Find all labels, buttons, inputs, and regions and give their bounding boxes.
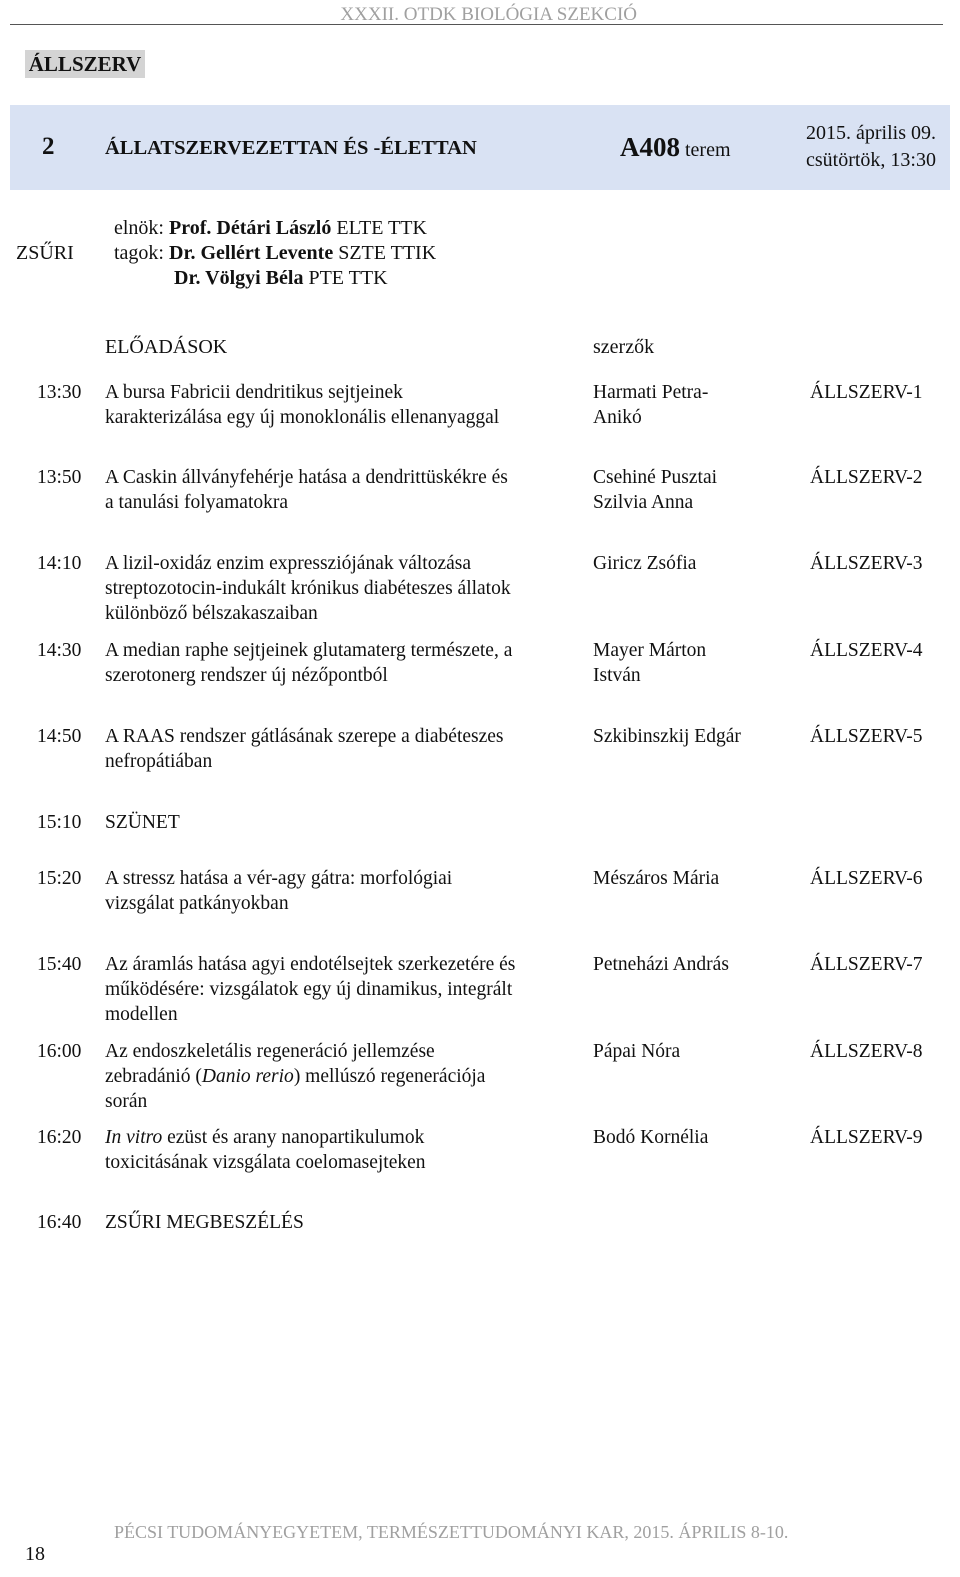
talk-title-line: során	[105, 1091, 148, 1112]
talk-title	[105, 952, 580, 1027]
section-tag: ÁLLSZERV	[25, 50, 145, 78]
jury-chair-name: Prof. Détári László	[169, 217, 332, 239]
talk-code: ÁLLSZERV-5	[810, 726, 923, 747]
talk-author-line: Szkibinszkij Edgár	[593, 726, 741, 747]
talk-time: 16:40	[37, 1212, 82, 1233]
session-date	[760, 120, 936, 174]
talk-title-line: A RAAS rendszer gátlásának szerepe a diabéteszes	[105, 726, 504, 747]
talk-title-line: modellen	[105, 1004, 178, 1025]
talk-author-line: Mayer Márton	[593, 640, 707, 661]
jury-member-2-name: Dr. Völgyi Béla	[174, 267, 304, 289]
talk-author	[593, 724, 793, 749]
talk-title-line: A stressz hatása a vér-agy gátra: morfológiai	[105, 868, 453, 889]
talk-code: ÁLLSZERV-4	[810, 640, 923, 661]
talks-column-header: ELŐADÁSOK	[105, 336, 228, 358]
room-code: A408	[620, 132, 680, 162]
talk-title	[105, 810, 580, 835]
talk-code: ÁLLSZERV-1	[810, 382, 923, 403]
talk-author-line: Anikó	[593, 407, 642, 428]
talk-title-line: A bursa Fabricii dendritikus sejtjeinek	[105, 382, 403, 403]
talk-title	[105, 465, 580, 515]
footer-text: PÉCSI TUDOMÁNYEGYETEM, TERMÉSZETTUDOMÁNYI KAR, 2015. ÁPRILIS 8-10.	[114, 1522, 789, 1542]
talk-title	[105, 551, 580, 626]
jury-member-1-institution: SZTE TTIK	[338, 242, 437, 264]
talk-time: 14:30	[37, 640, 82, 661]
talk-time: 15:20	[37, 868, 82, 889]
talk-title-line: A Caskin állványfehérje hatása a dendrittüskékre és	[105, 467, 508, 488]
room-word: terem	[685, 139, 731, 161]
talk-title-line: Az endoszkeletális regeneráció jellemzése	[105, 1041, 435, 1062]
talk-author-line: Pápai Nóra	[593, 1041, 681, 1062]
talk-time: 15:10	[37, 812, 82, 833]
talk-title-line: A lizil-oxidáz enzim expressziójának változása	[105, 553, 472, 574]
talk-title-line: A median raphe sejtjeinek glutamaterg természete, a	[105, 640, 513, 661]
session-title: ÁLLATSZERVEZETTAN ÉS -ÉLETTAN	[105, 137, 477, 159]
talk-time: 16:20	[37, 1127, 82, 1148]
talk-title	[105, 380, 580, 430]
talk-title-line: streptozotocin-indukált krónikus diabéteszes állatok	[105, 578, 511, 599]
session-date-line: 2015. április 09.	[806, 122, 936, 144]
talk-time: 14:10	[37, 553, 82, 574]
talk-author	[593, 866, 793, 891]
talk-code: ÁLLSZERV-3	[810, 553, 923, 574]
page-number: 18	[25, 1543, 45, 1565]
talk-author-line: Giricz Zsófia	[593, 553, 697, 574]
talk-author-line: Petneházi András	[593, 954, 729, 975]
conference-header: XXXII. OTDK BIOLÓGIA SZEKCIÓ	[340, 4, 637, 25]
talk-code: ÁLLSZERV-8	[810, 1041, 923, 1062]
talk-title	[105, 1039, 580, 1114]
talk-title-line: ZSŰRI MEGBESZÉLÉS	[105, 1212, 304, 1233]
talk-author	[593, 380, 793, 430]
talk-author	[593, 638, 793, 688]
talk-code: ÁLLSZERV-2	[810, 467, 923, 488]
talk-title-line: karakterizálása egy új monoklonális ellenanyaggal	[105, 407, 500, 428]
talk-time: 16:00	[37, 1041, 82, 1062]
talk-title-line: különböző bélszakaszaiban	[105, 603, 318, 624]
talk-author	[593, 952, 793, 977]
session-room	[620, 130, 731, 167]
talk-title-line: toxicitásának vizsgálata coelomasejteken	[105, 1152, 426, 1173]
talk-author-line: Mészáros Mária	[593, 868, 720, 889]
talk-code: ÁLLSZERV-7	[810, 954, 923, 975]
talk-author	[593, 1039, 793, 1064]
jury-chair-prefix: elnök:	[114, 217, 164, 239]
talk-code: ÁLLSZERV-9	[810, 1127, 923, 1148]
jury-chair-institution: ELTE TTK	[336, 217, 427, 239]
talk-title-line: nefropátiában	[105, 751, 213, 772]
talk-title-line: működésére: vizsgálatok egy új dinamikus, integrált	[105, 979, 513, 1000]
talk-title	[105, 1210, 580, 1235]
session-number: 2	[42, 133, 55, 160]
talk-title-line: SZÜNET	[105, 812, 180, 833]
jury-member-2-institution: PTE TTK	[308, 267, 388, 289]
talk-title-line: Az áramlás hatása agyi endotélsejtek szerkezetére és	[105, 954, 516, 975]
jury-member-2	[174, 266, 388, 291]
talk-time: 13:50	[37, 467, 82, 488]
jury-member-1	[114, 241, 436, 266]
talk-author	[593, 551, 793, 576]
talk-time: 14:50	[37, 726, 82, 747]
talk-author-line: István	[593, 665, 641, 686]
jury-member-1-name: Dr. Gellért Levente	[169, 242, 334, 264]
header-divider	[10, 24, 943, 25]
talk-title	[105, 724, 580, 774]
talk-author	[593, 1125, 793, 1150]
authors-column-header: szerzők	[593, 336, 655, 358]
talk-title	[105, 638, 580, 688]
talk-author-line: Harmati Petra-	[593, 382, 709, 403]
talk-author-line: Bodó Kornélia	[593, 1127, 709, 1148]
talk-title-line: In vitro ezüst és arany nanopartikulumok	[105, 1127, 425, 1148]
talk-title-line: vizsgálat patkányokban	[105, 893, 289, 914]
talk-title-line: szerotonerg rendszer új nézőpontból	[105, 665, 388, 686]
talk-title-line: a tanulási folyamatokra	[105, 492, 289, 513]
talk-author-line: Csehiné Pusztai	[593, 467, 718, 488]
talk-author-line: Szilvia Anna	[593, 492, 694, 513]
session-day-time: csütörtök, 13:30	[806, 149, 936, 171]
talk-title-line: zebradánió (Danio rerio) mellúszó regenerációja	[105, 1066, 486, 1087]
jury-members-prefix: tagok:	[114, 242, 164, 264]
talk-time: 15:40	[37, 954, 82, 975]
talk-title	[105, 1125, 580, 1175]
talk-author	[593, 465, 793, 515]
jury-label: ZSŰRI	[16, 242, 74, 264]
talk-title	[105, 866, 580, 916]
talk-time: 13:30	[37, 382, 82, 403]
jury-chair	[114, 216, 427, 241]
talk-code: ÁLLSZERV-6	[810, 868, 923, 889]
